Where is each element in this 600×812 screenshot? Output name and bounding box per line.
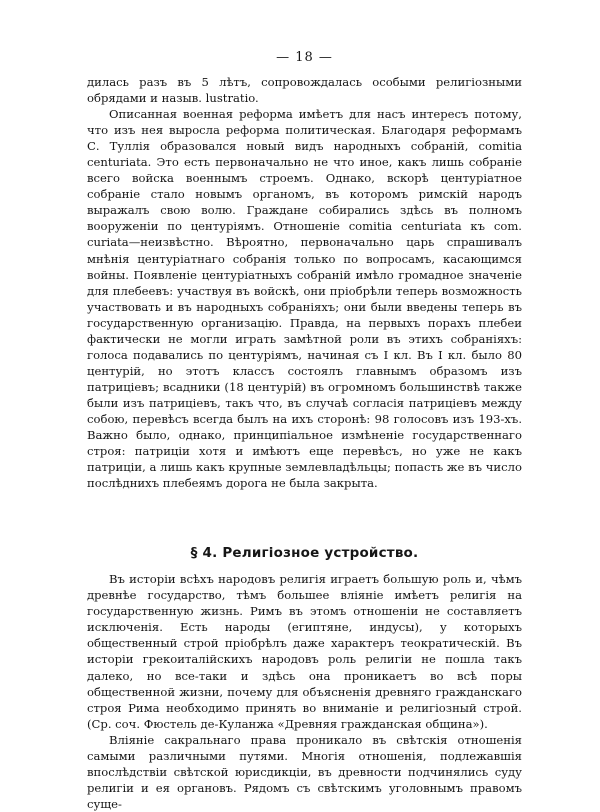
paragraph-religion-role: Въ исторіи всѣхъ народовъ религія играетъ большую роль и, чѣмъ древнѣе государство, тѣмъ большее вліяніе имѣетъ религія на государственную жизнь. Римъ въ этомъ отношеніи не составляетъ исключенія. Есть народы (египтяне, индусы), у которыхъ общественный строй пріобрѣлъ даже характеръ теократическій. Въ исторіи грекоиталійскихъ народовъ роль религіи не пошла такъ далеко, но все-таки и здѣсь она проникаетъ во всѣ поры общественной жизни, почему для объясненія древняго гражданскаго строя Рима необходимо принять во вниманіе и религіозный строй. (Ср. соч. Фюстель де-Куланжа «Древняя гражданская община»). <box>87 572 522 731</box>
paragraph-continuation: дилась разъ въ 5 лѣтъ, сопровождалась особыми религіозными обрядами и назыв. lustratio. <box>87 75 522 106</box>
page-number: — 18 — <box>276 50 333 65</box>
paragraph-sacral-law: Вліяніе сакральнаго права проникало въ свѣтскія отношенія самыми различными путями. Многія отношенія, подлежавшія впослѣдствіи свѣтской юрисдикціи, въ древности подчинялись суду религіи и ея органовъ. Рядомъ съ свѣтскимъ уголовнымъ правомъ суще- <box>87 732 522 811</box>
paragraph-military-reform: Описанная военная реформа имѣетъ для насъ интересъ потому, что изъ нея выросла реформа политическая. Благодаря реформамъ С. Туллія образовался новый видъ народныхъ собраній, comitia centuriata. Это есть первоначально не что иное, какъ лишь собраніе всего войска военнымъ строемъ. Однако, вскорѣ центуріатное собраніе стало новымъ органомъ, въ которомъ римскій народъ выражалъ свою волю. Граждане собирались здѣсь въ полномъ вооруженіи по центуріямъ. Отношеніе comitia centuriata къ com. curiata—неизвѣстно. Вѣроятно, первоначально царь спрашивалъ мнѣнія центуріатнаго собранія только по вопросамъ, касающимся войны. Появленіе центуріатныхъ собраній имѣло громадное значеніе для плебеевъ: участвуя въ войскѣ, они пріобрѣли теперь возможность участвовать и въ народныхъ собраніяхъ; они были введены теперь въ государственную организацію. Правда, на первыхъ порахъ плебеи фактически не могли играть замѣтной роли въ этихъ собраніяхъ: голоса подавались по центуріямъ, начиная съ I кл. Въ I кл. было 80 центурій, но этотъ классъ состоялъ главнымъ образомъ изъ патриціевъ; всадники (18 центурій) въ огромномъ большинствѣ также были изъ патриціевъ, такъ что, въ случаѣ согласія патриціевъ между собою, перевѣсъ всегда былъ на ихъ сторонѣ: 98 голосовъ изъ 193-хъ. Важно было, однако, принципіальное измѣненіе государственнаго строя: патриціи хотя и имѣютъ еще перевѣсъ, но уже не какъ патриціи, а лишь какъ крупные землевладѣльцы; попасть же въ число послѣднихъ плебеямъ дорога не была закрыта. <box>87 107 522 491</box>
section-heading <box>87 545 522 561</box>
section-title: Религіозное устройство. <box>222 545 419 562</box>
section-number: § 4. <box>190 545 218 562</box>
section-spacer <box>87 491 522 545</box>
